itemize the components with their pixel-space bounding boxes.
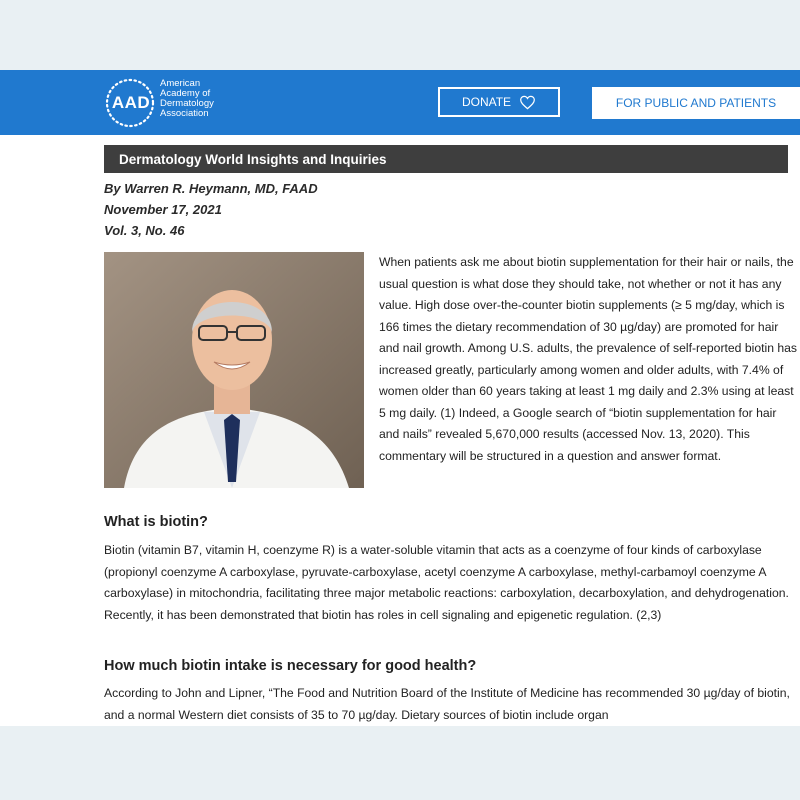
author: By Warren R. Heymann, MD, FAAD (104, 181, 318, 196)
byline (104, 178, 318, 241)
donate-label: DONATE (461, 95, 512, 109)
article-page (0, 70, 800, 726)
logo-wordmark: American Academy of Dermatology Association (160, 78, 214, 119)
site-header (0, 70, 800, 135)
section-heading-biotin-intake: How much biotin intake is necessary for good health? (104, 658, 477, 674)
volume-number: Vol. 3, No. 46 (104, 223, 185, 238)
for-public-and-patients-button[interactable]: FOR PUBLIC AND PATIENTS (592, 87, 800, 119)
section-title-bar: Dermatology World Insights and Inquiries (104, 145, 788, 173)
logo-abbreviation: AAD (111, 93, 151, 112)
author-photo (104, 252, 364, 488)
section-body-what-is-biotin: Biotin (vitamin B7, vitamin H, coenzyme R) is a water-soluble vitamin that acts as a coenzyme of four kinds of carboxylase (propionyl coenzyme A carboxylase, pyruvate-carboxylase, acetyl coenzyme A carboxylase, methyl-carbamoyl coenzyme A carboxylase) in mitochondria, facilitating three major metabolic reactions: carboxylation, decarboxylation, and dehydrogenation. Recently, it has been demonstrated that biotin has roles in cell signaling and epigenetic regulation. (2,3) (104, 543, 789, 622)
intro-paragraph: When patients ask me about biotin supplementation for their hair or nails, the usual question is what dose they should take, not whether or not it has any value. High dose over-the-counter biotin supplements (≥ 5 mg/day, which is 166 times the dietary recommendation of 30 µg/day) are promoted for hair and nail growth. Among U.S. adults, the prevalence of self-reported biotin has increased greatly, particularly among women and older adults, with 7.4% of women older than 60 years taking at least 1 mg daily and 2.3% using at least 5 mg daily. (1) Indeed, a Google search of “biotin supplementation for hair and nails” revealed 5,670,000 results (accessed Nov. 13, 2020). This commentary will be structured in a question and answer format. (379, 255, 798, 463)
publish-date: November 17, 2021 (104, 202, 222, 217)
section-heading-what-is-biotin: What is biotin? (104, 514, 208, 530)
donate-button[interactable] (438, 87, 560, 117)
section-body-biotin-intake: According to John and Lipner, “The Food and Nutrition Board of the Institute of Medicine has recommended 30 µg/day of biotin, and a normal Western diet consists of 35 to 70 µg/day. Dietary sources of biotin include organ (104, 686, 790, 722)
aad-logo[interactable] (103, 76, 233, 130)
heart-icon (519, 95, 536, 110)
